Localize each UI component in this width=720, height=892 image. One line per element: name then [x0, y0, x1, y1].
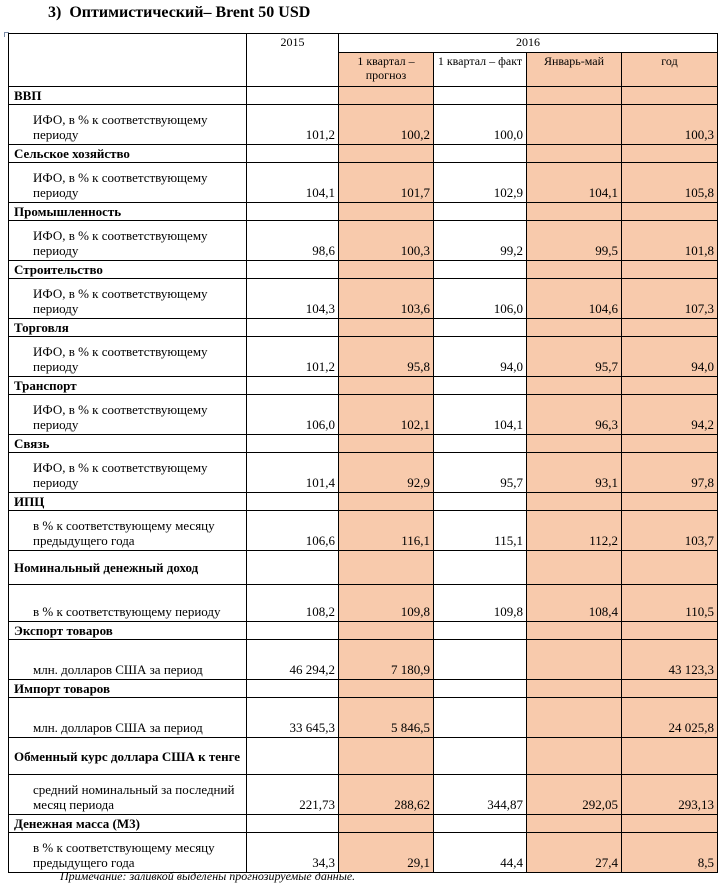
value-cell: 110,5: [622, 585, 718, 622]
section-row: [9, 319, 718, 337]
empty-cell: [527, 319, 622, 337]
value-cell: 27,4: [527, 833, 622, 873]
value-cell: 100,3: [339, 221, 434, 261]
section-row: [9, 815, 718, 833]
section-row: [9, 87, 718, 105]
empty-cell: [247, 815, 339, 833]
value-cell: 101,8: [622, 221, 718, 261]
empty-cell: [622, 87, 718, 105]
value-cell: 99,2: [434, 221, 527, 261]
section-title: Обменный курс доллара США к тенге: [9, 738, 247, 775]
value-cell: 101,2: [247, 337, 339, 377]
footnote: Примечание: заливкой выделены прогнозируемые данные.: [60, 869, 356, 883]
empty-cell: [434, 738, 527, 775]
value-cell: [527, 105, 622, 145]
section-row: [9, 551, 718, 585]
value-cell: 108,2: [247, 585, 339, 622]
indicator-label: в % к соответствующему месяцу предыдущего года: [9, 833, 247, 873]
empty-cell: [247, 319, 339, 337]
empty-cell: [434, 145, 527, 163]
indicator-label: ИФО, в % к соответствующему периоду: [9, 221, 247, 261]
header-row-years: [9, 34, 718, 53]
empty-cell: [622, 261, 718, 279]
value-cell: 29,1: [339, 833, 434, 873]
value-cell: 95,7: [527, 337, 622, 377]
section-title: Экспорт товаров: [9, 622, 247, 640]
value-cell: 44,4: [434, 833, 527, 873]
value-row: [9, 279, 718, 319]
section-row: [9, 680, 718, 698]
indicator-label: ИФО, в % к соответствующему периоду: [9, 337, 247, 377]
value-row: [9, 221, 718, 261]
value-cell: 102,1: [339, 395, 434, 435]
value-cell: 116,1: [339, 511, 434, 551]
value-cell: 105,8: [622, 163, 718, 203]
indicator-label: ИФО, в % к соответствующему периоду: [9, 279, 247, 319]
indicator-label: ИФО, в % к соответствующему периоду: [9, 395, 247, 435]
section-row: [9, 203, 718, 221]
empty-cell: [247, 203, 339, 221]
empty-cell: [622, 145, 718, 163]
empty-cell: [622, 622, 718, 640]
empty-cell: [339, 435, 434, 453]
empty-cell: [434, 87, 527, 105]
value-row: [9, 640, 718, 680]
empty-cell: [247, 145, 339, 163]
indicator-label: ИФО, в % к соответствующему периоду: [9, 453, 247, 493]
indicator-label: в % к соответствующему периоду: [9, 585, 247, 622]
value-cell: 104,1: [247, 163, 339, 203]
forecast-table: [8, 33, 718, 873]
indicator-label: средний номинальный за последний месяц периода: [9, 775, 247, 815]
empty-cell: [434, 493, 527, 511]
value-cell: 100,0: [434, 105, 527, 145]
empty-cell: [434, 551, 527, 585]
value-cell: 221,73: [247, 775, 339, 815]
value-cell: 7 180,9: [339, 640, 434, 680]
empty-cell: [622, 377, 718, 395]
header-2015: 2015: [247, 34, 339, 87]
indicator-label: млн. долларов США за период: [9, 698, 247, 738]
empty-cell: [339, 551, 434, 585]
section-title: Торговля: [9, 319, 247, 337]
value-cell: 112,2: [527, 511, 622, 551]
value-cell: 101,4: [247, 453, 339, 493]
empty-cell: [527, 377, 622, 395]
indicator-label: в % к соответствующему месяцу предыдущего года: [9, 511, 247, 551]
value-cell: 8,5: [622, 833, 718, 873]
empty-cell: [622, 551, 718, 585]
header-jan-may: Январь-май: [527, 53, 622, 87]
empty-cell: [527, 551, 622, 585]
heading-number: 3): [48, 4, 62, 21]
value-cell: 101,2: [247, 105, 339, 145]
section-row: [9, 377, 718, 395]
empty-cell: [622, 435, 718, 453]
section-title: Денежная масса (М3): [9, 815, 247, 833]
empty-cell: [339, 377, 434, 395]
empty-cell: [434, 622, 527, 640]
empty-cell: [527, 815, 622, 833]
empty-cell: [339, 145, 434, 163]
value-cell: 97,8: [622, 453, 718, 493]
value-cell: 46 294,2: [247, 640, 339, 680]
empty-cell: [434, 815, 527, 833]
value-cell: [527, 640, 622, 680]
value-cell: 33 645,3: [247, 698, 339, 738]
value-cell: 95,8: [339, 337, 434, 377]
section-title: Строительство: [9, 261, 247, 279]
empty-cell: [247, 680, 339, 698]
value-cell: 104,6: [527, 279, 622, 319]
header-q1-fact: 1 квартал – факт: [434, 53, 527, 87]
value-cell: 92,9: [339, 453, 434, 493]
header-q1-forecast: 1 квартал – прогноз: [339, 53, 434, 87]
empty-cell: [339, 815, 434, 833]
empty-cell: [247, 622, 339, 640]
value-cell: [434, 640, 527, 680]
section-row: [9, 145, 718, 163]
section-row: [9, 261, 718, 279]
section-title: Связь: [9, 435, 247, 453]
header-label-cell: [9, 34, 247, 87]
value-cell: 104,3: [247, 279, 339, 319]
empty-cell: [527, 203, 622, 221]
section-row: [9, 738, 718, 775]
value-cell: 344,87: [434, 775, 527, 815]
empty-cell: [622, 815, 718, 833]
value-cell: 99,5: [527, 221, 622, 261]
value-cell: 104,1: [527, 163, 622, 203]
table-body: [9, 34, 718, 873]
value-cell: 103,6: [339, 279, 434, 319]
heading-title: Оптимистический– Brent 50 USD: [69, 4, 311, 21]
empty-cell: [622, 738, 718, 775]
section-title: Сельское хозяйство: [9, 145, 247, 163]
empty-cell: [339, 87, 434, 105]
empty-cell: [339, 319, 434, 337]
section-title: ИПЦ: [9, 493, 247, 511]
empty-cell: [247, 493, 339, 511]
value-cell: 293,13: [622, 775, 718, 815]
empty-cell: [527, 493, 622, 511]
value-cell: 43 123,3: [622, 640, 718, 680]
value-row: [9, 585, 718, 622]
value-row: [9, 105, 718, 145]
section-title: Транспорт: [9, 377, 247, 395]
value-cell: [527, 698, 622, 738]
value-cell: 107,3: [622, 279, 718, 319]
empty-cell: [527, 87, 622, 105]
empty-cell: [622, 319, 718, 337]
empty-cell: [527, 261, 622, 279]
empty-cell: [247, 551, 339, 585]
value-cell: 106,0: [247, 395, 339, 435]
value-cell: 106,0: [434, 279, 527, 319]
empty-cell: [434, 261, 527, 279]
empty-cell: [527, 738, 622, 775]
empty-cell: [527, 435, 622, 453]
empty-cell: [339, 493, 434, 511]
value-cell: 24 025,8: [622, 698, 718, 738]
indicator-label: ИФО, в % к соответствующему периоду: [9, 163, 247, 203]
section-row: [9, 493, 718, 511]
value-cell: 95,7: [434, 453, 527, 493]
empty-cell: [247, 435, 339, 453]
empty-cell: [247, 87, 339, 105]
value-cell: 100,3: [622, 105, 718, 145]
value-row: [9, 395, 718, 435]
value-row: [9, 511, 718, 551]
value-cell: 34,3: [247, 833, 339, 873]
header-year: год: [622, 53, 718, 87]
value-row: [9, 337, 718, 377]
empty-cell: [527, 145, 622, 163]
value-cell: 101,7: [339, 163, 434, 203]
value-cell: [434, 698, 527, 738]
value-cell: 93,1: [527, 453, 622, 493]
value-cell: 98,6: [247, 221, 339, 261]
value-row: [9, 775, 718, 815]
value-cell: 108,4: [527, 585, 622, 622]
empty-cell: [339, 680, 434, 698]
value-cell: 109,8: [339, 585, 434, 622]
value-row: [9, 698, 718, 738]
empty-cell: [622, 493, 718, 511]
empty-cell: [622, 680, 718, 698]
empty-cell: [339, 738, 434, 775]
empty-cell: [339, 203, 434, 221]
empty-cell: [622, 203, 718, 221]
value-cell: 109,8: [434, 585, 527, 622]
value-cell: 292,05: [527, 775, 622, 815]
section-title: Промышленность: [9, 203, 247, 221]
value-cell: 103,7: [622, 511, 718, 551]
empty-cell: [434, 680, 527, 698]
indicator-label: ИФО, в % к соответствующему периоду: [9, 105, 247, 145]
value-cell: 115,1: [434, 511, 527, 551]
empty-cell: [247, 261, 339, 279]
value-row: [9, 453, 718, 493]
empty-cell: [527, 680, 622, 698]
header-2016: 2016: [339, 34, 718, 53]
value-row: [9, 163, 718, 203]
value-cell: 5 846,5: [339, 698, 434, 738]
value-cell: 102,9: [434, 163, 527, 203]
empty-cell: [434, 319, 527, 337]
value-row: [9, 833, 718, 873]
table-heading: [48, 4, 310, 22]
empty-cell: [247, 377, 339, 395]
empty-cell: [339, 261, 434, 279]
value-cell: 94,2: [622, 395, 718, 435]
section-title: Номинальный денежный доход: [9, 551, 247, 585]
value-cell: 96,3: [527, 395, 622, 435]
empty-cell: [527, 622, 622, 640]
value-cell: 94,0: [622, 337, 718, 377]
section-title: ВВП: [9, 87, 247, 105]
empty-cell: [434, 203, 527, 221]
value-cell: 100,2: [339, 105, 434, 145]
value-cell: 288,62: [339, 775, 434, 815]
empty-cell: [339, 622, 434, 640]
empty-cell: [247, 738, 339, 775]
value-cell: 94,0: [434, 337, 527, 377]
value-cell: 106,6: [247, 511, 339, 551]
section-row: [9, 622, 718, 640]
section-row: [9, 435, 718, 453]
section-title: Импорт товаров: [9, 680, 247, 698]
empty-cell: [434, 435, 527, 453]
indicator-label: млн. долларов США за период: [9, 640, 247, 680]
empty-cell: [434, 377, 527, 395]
value-cell: 104,1: [434, 395, 527, 435]
